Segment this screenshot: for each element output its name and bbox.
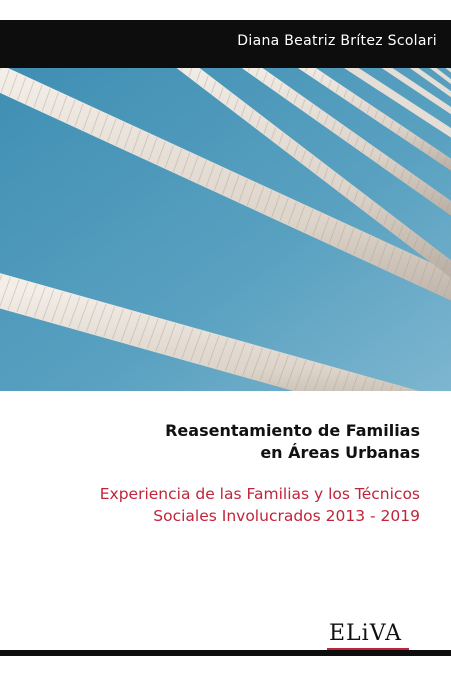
cover-photo [0, 68, 451, 391]
title-line-2: en Áreas Urbanas [260, 443, 420, 462]
subtitle-block [0, 483, 420, 527]
eliva-publisher-logo [327, 621, 413, 652]
author-name: Diana Beatriz Brítez Scolari [237, 33, 437, 49]
title-block [0, 420, 420, 527]
bottom-band [0, 650, 451, 656]
subtitle-line-2: Sociales Involucrados 2013 - 2019 [153, 507, 420, 525]
subtitle-line-1: Experiencia de las Familias y los Técnicos [99, 485, 420, 503]
author-band [0, 20, 451, 68]
bridge-cables-photo [0, 68, 451, 391]
title-line-1: Reasentamiento de Familias [165, 421, 420, 440]
publisher-logo-text: ELiVA [329, 621, 402, 646]
